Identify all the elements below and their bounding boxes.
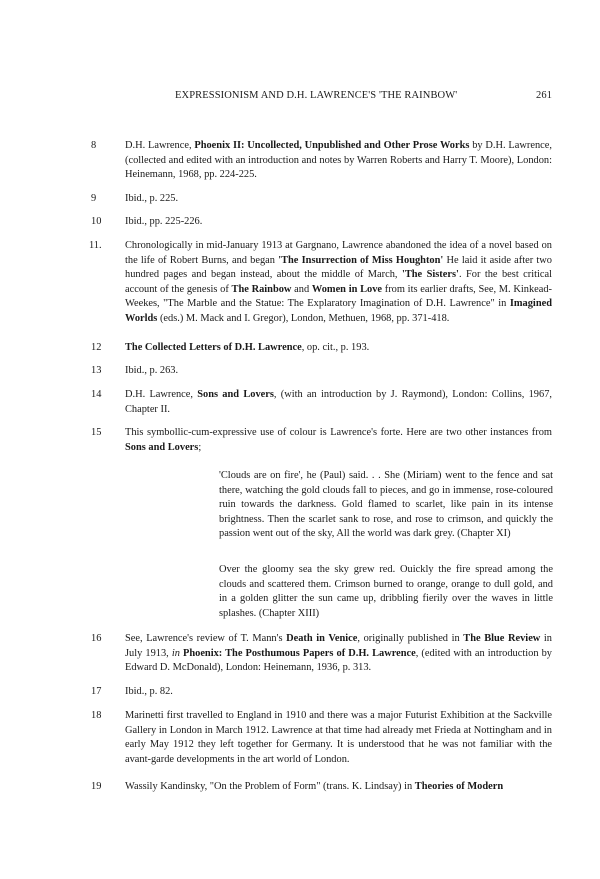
text-run: , (with an introduction by J. Raymond), London: Collins, 1967, Chapter II. [125, 389, 552, 415]
footnote-text [125, 388, 552, 417]
text-run: D.H. Lawrence, [125, 140, 195, 151]
text-run: Ibid., pp. 225-226. [125, 216, 203, 227]
footnote-text [125, 685, 552, 700]
text-run: in July 1913, [125, 633, 553, 659]
work-title: Sons and Lovers [125, 441, 199, 453]
work-title: The Rainbow [231, 283, 292, 295]
footnote-text [125, 709, 552, 767]
footnote-number: 16 [91, 633, 102, 644]
work-title: Death in Venice [286, 633, 358, 644]
footnote-text [125, 192, 552, 207]
footnote-text [125, 341, 552, 356]
footnote-text [125, 632, 552, 676]
work-title: Imagined Worlds [125, 298, 552, 324]
running-title: EXPRESSIONISM AND D.H. LAWRENCE'S 'THE RAINBOW' [175, 90, 458, 101]
footnote-text [125, 239, 552, 327]
text-run: Marinetti first travelled to England in 1910 and there was a major Futurist Exhibition at the Sackville Gallery in London in March 1912. Lawrence at that time had already met Frieda at Nottingham and in early May 1912 they left together for Germany. It is understood that he was not familiar with the avant-garde developments in the art world of London. [125, 710, 552, 765]
text-run: ; [198, 441, 202, 453]
work-title: Phoenix II: Uncollected, Unpublished and Other Prose Works [194, 140, 470, 151]
footnote-number: 14 [91, 389, 102, 400]
text-run: , originally published in [357, 633, 464, 644]
text-run: Ibid., p. 225. [125, 193, 179, 204]
footnote-number: 17 [91, 686, 102, 697]
text-run: He laid it aside after two hundred pages and began instead, about the middle of March, [125, 254, 552, 281]
footnote-number: 9 [91, 193, 97, 204]
footnote-number: 12 [91, 342, 102, 353]
text-run: in [171, 647, 183, 659]
work-title: Phoenix: The Posthumous Papers of D.H. Lawrence [183, 647, 416, 659]
text-run: Ibid., p. 82. [125, 686, 173, 697]
text-run: D.H. Lawrence, [125, 389, 198, 400]
footnote-number: 18 [91, 710, 102, 721]
footnote-text [125, 215, 552, 230]
footnote-text [125, 364, 552, 379]
footnote-number: 13 [91, 365, 102, 376]
work-title: Theories of Modern [414, 781, 504, 792]
footnote-number: 15 [91, 427, 102, 438]
running-header [0, 90, 600, 104]
text-run: by D.H. Lawrence, (collected and edited with an introduction and notes by Warren Roberts and Harry T. Moore), London: Heinemann, 1968, pp. 224-225. [125, 140, 552, 181]
block-quote-chapter-xi: 'Clouds are on fire', he (Paul) said. . . She (Miriam) went to the fence and sat there, watching the gold clouds fall to pieces, and go in immense, rose-coloured ruin towards the darkness. Gold flamed to scarlet, like pain in its intense brightness. Then the scarlet sank to rose, and rose to crimson, and quickly the passion went out of the sky, All the world was dark grey. (Chapter XI) [219, 470, 553, 540]
text-run: Wassily Kandinsky, "On the Problem of Form" (trans. K. Lindsay) in [125, 781, 415, 792]
work-title: The Collected Letters of D.H. Lawrence [125, 342, 302, 353]
work-title: Women in Love [311, 283, 383, 295]
footnote-number: 11. [89, 240, 102, 251]
text-run: Ibid., p. 263. [125, 365, 179, 376]
footnote-text [125, 780, 552, 795]
work-title: The Blue Review [463, 633, 541, 644]
footnote-number: 19 [91, 781, 102, 792]
work-title: Sons and Lovers [197, 389, 274, 400]
text-run: , (edited with an introduction by Edward D. McDonald), London: Heinemann, 1936, p. 313. [125, 647, 552, 674]
block-quote-chapter-xiii: Over the gloomy sea the sky grew red. Ouickly the fire spread among the clouds and scattered them. Crimson burned to orange, orange to dull gold, and in a golden glitter the sun came up, dribbling fierily over the waves in little splashes. (Chapter XIII) [219, 564, 553, 619]
text-run: See, Lawrence's review of T. Mann's [125, 633, 287, 644]
text-run: from its earlier drafts, See, M. Kinkead-Weekes, "The Marble and the Statue: The Explaratory Imagination of D.H. Lawrence" in [125, 283, 553, 310]
text-run: This symbollic-cum-expressive use of colour is Lawrence's forte. Here are two other instances from [125, 427, 552, 438]
footnote-number: 8 [91, 140, 97, 151]
text-run: . For the best critical account of the genesis of [125, 269, 552, 295]
text-run: , op. cit., p. 193. [301, 342, 370, 353]
text-run: Chronologically in mid-January 1913 at Gargnano, Lawrence abandoned the idea of a novel based on the life of Robert Burns, and began [125, 240, 552, 266]
work-title: 'The Sisters' [401, 269, 459, 281]
footnote-text [125, 139, 552, 183]
page-number: 261 [536, 90, 553, 101]
work-title: 'The Insurrection of Miss Houghton' [278, 254, 444, 266]
footnote-number: 10 [91, 216, 102, 227]
footnote-text [125, 426, 552, 455]
text-run: (eds.) M. Mack and I. Gregor), London, Methuen, 1968, pp. 371-418. [157, 312, 450, 324]
text-run: and [291, 283, 312, 295]
